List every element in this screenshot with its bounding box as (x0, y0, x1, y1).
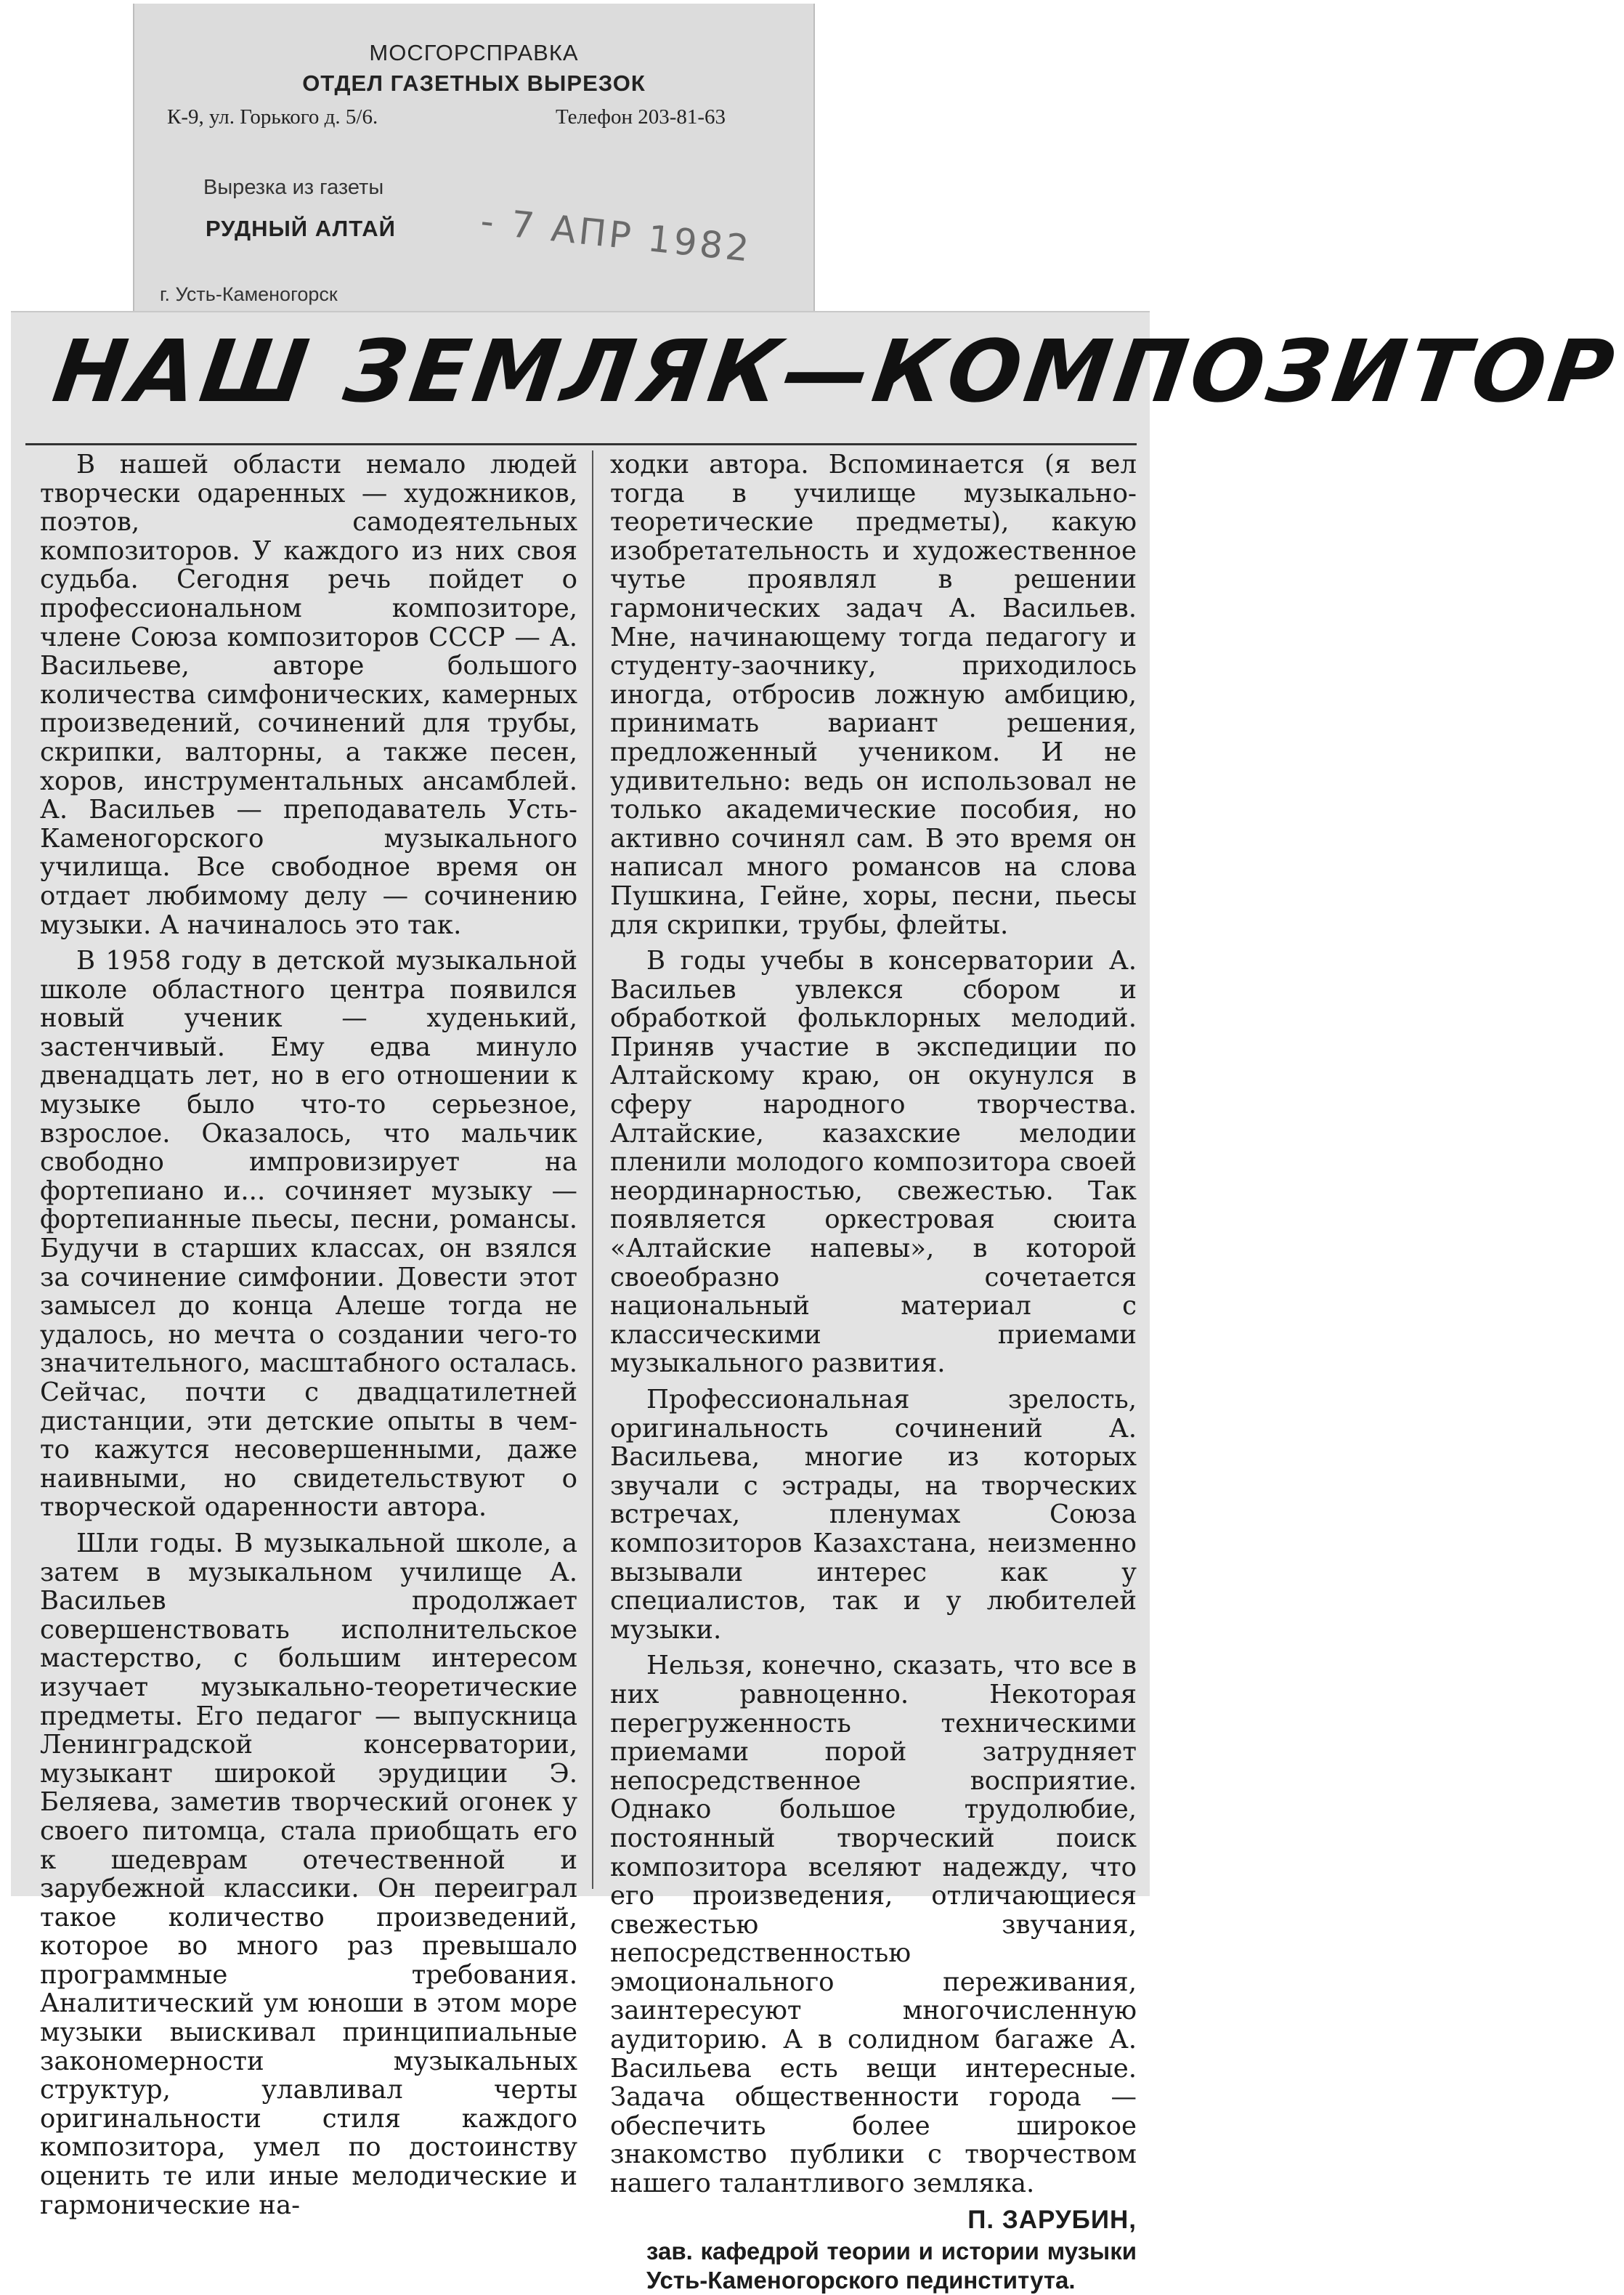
paragraph: В 1958 году в детской музыкальной школе областного центра появился новый ученик — худенький, застенчивый. Ему едва минуло двенадцать лет, но в его отношении к музыке было что-то серьезное, взрослое. Оказалось, что мальчик свободно импровизирует на фортепиано и... сочиняет музыку — фортепианные пьесы, песни, романсы. Будучи в старших классах, он взялся за сочинение симфонии. Довести этот замысел до конца Алеше тогда не удалось, но мечта о создании чего-то значительного, масштабного осталась. Сейчас, почти с двадцатилетней дистанции, эти детские опыты в чем-то кажутся несовершенными, даже наивными, но свидетельствуют о творческой одаренности автора. (40, 946, 577, 1523)
newspaper-name: РУДНЫЙ АЛТАЙ (206, 216, 396, 241)
paragraph: ходки автора. Вспоминается (я вел тогда в училище музыкально-теоретические предметы), какую изобретательность и художественное чутье проявлял в решении гармонических задач А. Васильев. Мне, начинающему тогда педагогу и студенту-заочнику, приходилось иногда, отбросив ложную амбицию, принимать вариант решения, предложенный учеником. И не удивительно: ведь он использовал не только академические пособия, но активно сочинял сам. В это время он написал много романсов на слова Пушкина, Гейне, хоры, песни, пьесы для скрипки, трубы, флейты. (610, 450, 1137, 940)
paragraph: Нельзя, конечно, сказать, что все в них равноценно. Некоторая перегруженность техническими приемами порой затрудняет непосредственное восприятие. Однако большое трудолюбие, постоянный творческий поиск композитора вселяют надежду, что его произведения, отличающиеся свежестью звучания, непосредственностью эмоционального переживания, заинтересуют многочисленную аудиторию. А в солидном багаже А. Васильева есть вещи интересные. Задача общественности города — обеспечить более широкое знакомство публики с творчеством нашего талантливого земляка. (610, 1651, 1137, 2199)
newspaper-clipping (11, 311, 1624, 2294)
paragraph: Шли годы. В музыкальной школе, а затем в музыкальном училище А. Васильев продолжает совершенствовать исполнительское мастерство, с большим интересом изучает музыкально-теоретические предметы. Его педагог — выпускница Ленинградской консерватории, музыкант широкой эрудиции Э. Беляева, заметив творческий огонек у своего питомца, стала приобщать его к шедеврам отечественной и зарубежной классики. Он переиграл такое количество произведений, которое во много раз превышало программные требования. Аналитический ум юноши в этом море музыки выискивал принципиальные закономерности музыкальных структур, улавливал черты оригинальности стиля каждого композитора, умел по достоинству оценить те или иные мелодические и гармонические на- (40, 1528, 577, 2220)
clipping-service-slip (133, 4, 815, 312)
service-dept-name: ОТДЕЛ ГАЗЕТНЫХ ВЫРЕЗОК (302, 70, 646, 96)
service-org-name: МОСГОРСПРАВКА (369, 40, 579, 65)
service-phone: Телефон 203-81-63 (556, 105, 726, 129)
date-stamp: - 7 АПР 1982 (478, 200, 754, 270)
column-divider (592, 450, 593, 1889)
newspaper-city: г. Усть-Каменогорск (160, 283, 338, 305)
article-right-column (610, 450, 1137, 2295)
article-left-column (40, 450, 577, 2219)
author-affiliation: зав. кафедрой теории и истории музыки Усть-Каменогорского пединститута. (646, 2238, 1137, 2294)
paragraph: Профессиональная зрелость, оригинальность сочинений А. Васильева, многие из которых звучали с эстрады, на творческих встречах, пленумах Союза композиторов Казахстана, неизменно вызывали интерес как у специалистов, так и у любителей музыки. (610, 1385, 1137, 1645)
author-name: П. ЗАРУБИН, (967, 2205, 1137, 2234)
service-address: К-9, ул. Горького д. 5/6. (167, 105, 378, 129)
paragraph: В нашей области немало людей творчески одаренных — художников, поэтов, самодеятельных композиторов. У каждого из них своя судьба. Сегодня речь пойдет о профессиональном композиторе, члене Союза композиторов СССР — А. Васильеве, авторе большого количества симфонических, камерных произведений, сочинений для трубы, скрипки, валторны, а также песен, хоров, инструментальных ансамблей. А. Васильев — преподаватель Усть-Каменогорского музыкального училища. Все свободное время он отдает любимому делу — сочинению музыки. А начиналось это так. (40, 450, 577, 940)
cut-label: Вырезка из газеты (203, 176, 384, 199)
article-headline: НАШ ЗЕМЛЯК—КОМПОЗИТОР (47, 321, 1624, 421)
headline-rule (25, 443, 1137, 445)
paragraph: В годы учебы в консерватории А. Васильев увлекся сбором и обработкой фольклорных мелодий. Приняв участие в экспедиции по Алтайскому краю, он окунулся в сферу народного творчества. Алтайские, казахские мелодии пленили молодого композитора своей неординарностью, свежестью. Так появляется оркестровая сюита «Алтайские напевы», в которой своеобразно сочетается национальный материал с классическими приемами музыкального развития. (610, 946, 1137, 1379)
